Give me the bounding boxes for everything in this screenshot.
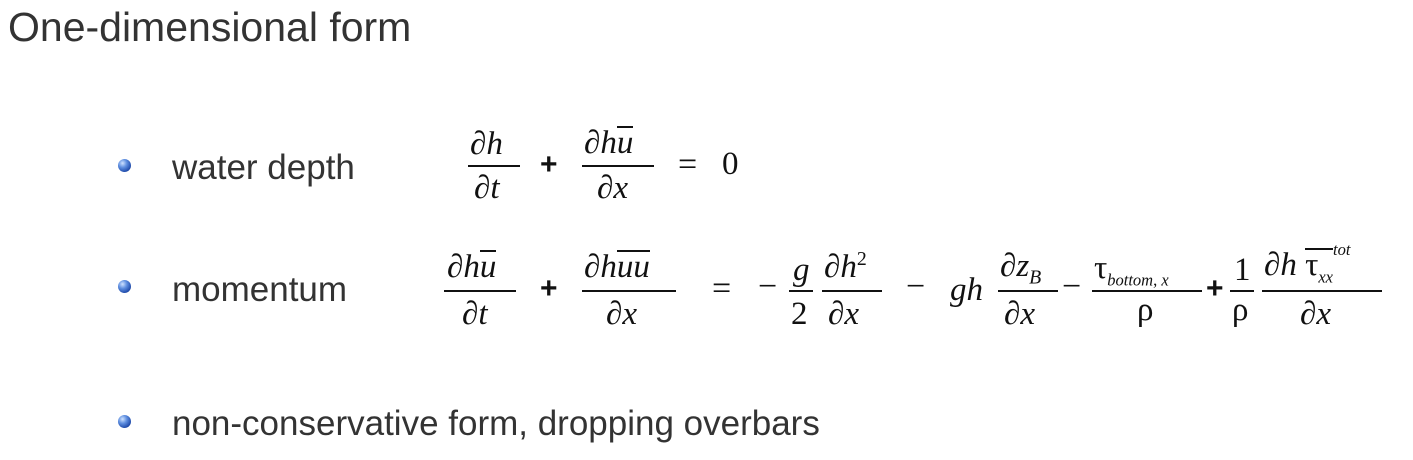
math-denominator: ∂x [597,170,628,206]
math-denominator: ρ [1232,292,1249,328]
page-title: One-dimensional form [8,4,412,50]
math-numerator: ∂hu [447,249,497,285]
math-denominator: ∂x [606,296,637,332]
math-denominator: ∂t [474,170,500,206]
bullet-label-non-conservative: non-conservative form, dropping overbars [172,404,820,443]
bullet-icon [118,159,131,172]
math-numerator: g [793,252,810,288]
math-denominator: 2 [791,296,808,332]
bullet-label-water-depth: water depth [172,148,355,187]
math-numerator: $\partial h^2$ [824,248,867,285]
math-gh: gh [950,272,983,308]
math-denominator: ρ [1137,292,1154,328]
math-denominator: ∂t [462,296,488,332]
math-denominator: ∂x [1004,296,1035,332]
math-zero: 0 [722,146,739,182]
math-numerator: ∂huu [584,249,650,285]
math-numerator: $\partial z_B$ [1000,248,1042,289]
bullet-icon [118,280,131,293]
math-numerator: ∂hu [584,125,634,161]
math-numerator: ∂h [470,126,503,162]
math-denominator: ∂x [1300,296,1331,332]
math-denominator: ∂x [828,296,859,332]
math-numerator: $\tau_{bottom, x}$ [1094,250,1169,290]
bullet-icon [118,415,131,428]
bullet-label-momentum: momentum [172,270,348,309]
math-numerator: ∂h $\tau_{xx}^{tot}$ [1264,240,1351,287]
math-numerator: 1 [1234,252,1251,288]
